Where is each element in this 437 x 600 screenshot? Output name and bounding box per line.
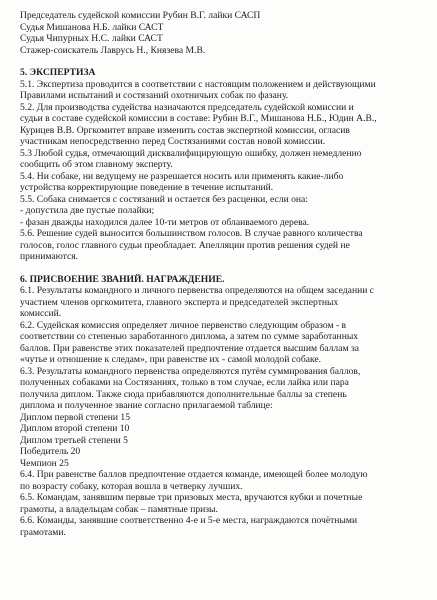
judges-block: [20, 10, 425, 56]
paragraph-line: «чутье и отношение к следам», при равенстве их - самой молодой собаке.: [20, 354, 322, 365]
judge-line: Судья Мишанова Н.Б. лайки САСТ: [20, 21, 164, 33]
paragraph-line: по возрасту собаку, которая вошла в четверку лучших.: [20, 480, 243, 492]
paragraph-line: комиссий.: [20, 308, 62, 319]
judge-line: Председатель судейской комиссии Рубин В.Г. лайки САСП: [20, 10, 261, 21]
section-heading: 6. ПРИСВОЕНИЕ ЗВАНИЙ. НАГРАЖДЕНИЕ.: [20, 273, 225, 285]
paragraph-line: баллов. При равенстве этих показателей предпочтение отдается высшим баллам за: [20, 342, 359, 354]
paragraph-line: 6.6. Команды, занявшие соответственно 4-е и 5-е места, награждаются почётными: [20, 515, 358, 526]
paragraph-line: - фазан дважды находился далее 10-ти метров от облаиваемого дерева.: [20, 216, 310, 228]
paragraph-line: 5.4. Ни собаке, ни ведущему не разрешается носить или применять какие-либо: [20, 170, 344, 182]
paragraph-line: Курицев В.В. Оргкомитет вправе изменить состав экспертной комиссии, огласив: [20, 124, 350, 136]
spacer: [20, 263, 425, 274]
paragraph-line: 6.2. Судейская комиссия определяет личное первенство следующим образом - в: [20, 319, 347, 331]
paragraph-line: диплома и полученное звание согласно прилагаемой таблице:: [20, 400, 273, 411]
paragraph-line: участникам непосредственно перед Состязаниями состав новой комиссии.: [20, 136, 326, 147]
paragraph-line: 6.3. Результаты командного первенства определяются путём суммирования баллов,: [20, 365, 361, 377]
paragraph-line: 5.2. Для производства судейства назначаются председатель судейской комиссии и: [20, 101, 354, 113]
paragraph-line: полученных собаками на Состязаниях, только в том случае, если лайка или пара: [20, 377, 349, 388]
section-expertise: [20, 67, 425, 263]
paragraph-line: 5.1. Экспертиза проводится в соответствии с настоящим положением и действующими: [20, 78, 376, 90]
score-table-row: Диплом первой степени 15: [20, 411, 131, 423]
section-heading: 5. ЭКСПЕРТИЗА: [20, 67, 96, 78]
paragraph-line: устройства корректирующие поведение в течение испытаний.: [20, 182, 274, 193]
judge-line: Стажер-соискатель Лаврусь Н., Князева М.В.: [20, 44, 206, 56]
paragraph-line: 5.5. Собака снимается с состязаний и остается без расценки, если она:: [20, 193, 308, 205]
paragraph-line: сообщить об этом главному эксперту.: [20, 159, 173, 170]
paragraph-line: соответствии со степенью заработанного диплома, а затем по сумме заработанных: [20, 331, 359, 342]
paragraph-line: грамоты, а владельцам собак – памятные призы.: [20, 503, 218, 515]
paragraph-line: 5.6. Решение судей выносится большинством голосов. В случае равного количества: [20, 228, 363, 239]
paragraph-line: грамотами.: [20, 526, 66, 538]
paragraph-line: 6.1. Результаты командного и личного первенства определяются на общем заседании с: [20, 285, 375, 296]
score-table-row: Диплом третьей степени 5: [20, 434, 128, 446]
score-table-row: Чемпион 25: [20, 457, 69, 469]
paragraph-line: голосов, голос главного судьи преобладает. Апелляции против решения судей не: [20, 239, 350, 251]
paragraph-line: Правилами испытаний и состязаний охотничьих собак по фазану.: [20, 90, 289, 101]
score-table-row: Диплом второй степени 10: [20, 423, 130, 434]
paragraph-line: 6.4. При равенстве баллов предпочтение отдается команде, имеющей более молодую: [20, 469, 368, 480]
paragraph-line: принимаются.: [20, 251, 79, 262]
paragraph-line: 5.3 Любой судья, отмечающий дисквалифицирующую ошибку, должен немедленно: [20, 147, 362, 159]
paragraph-line: получила диплом. Также сюда прибавляются дополнительные баллы за степень: [20, 388, 347, 400]
paragraph-line: 6.5. Командам, занявшим первые три призовых места, вручаются кубки и почетные: [20, 492, 363, 503]
score-table-row: Победитель 20: [20, 446, 81, 457]
paragraph-line: - допустила две пустые полайки;: [20, 205, 155, 216]
judge-line: Судья Чипурных Н.С. лайки САСТ: [20, 33, 163, 44]
spacer: [20, 56, 425, 67]
paragraph-line: судьи в составе судейской комиссии в составе: Рубин В.Г., Мишанова Н.Б., Юдин А.В.,: [20, 113, 377, 124]
section-awards: [20, 274, 425, 539]
paragraph-line: участием членов оргкомитета, главного эксперта и председателей экспертных: [20, 296, 339, 308]
